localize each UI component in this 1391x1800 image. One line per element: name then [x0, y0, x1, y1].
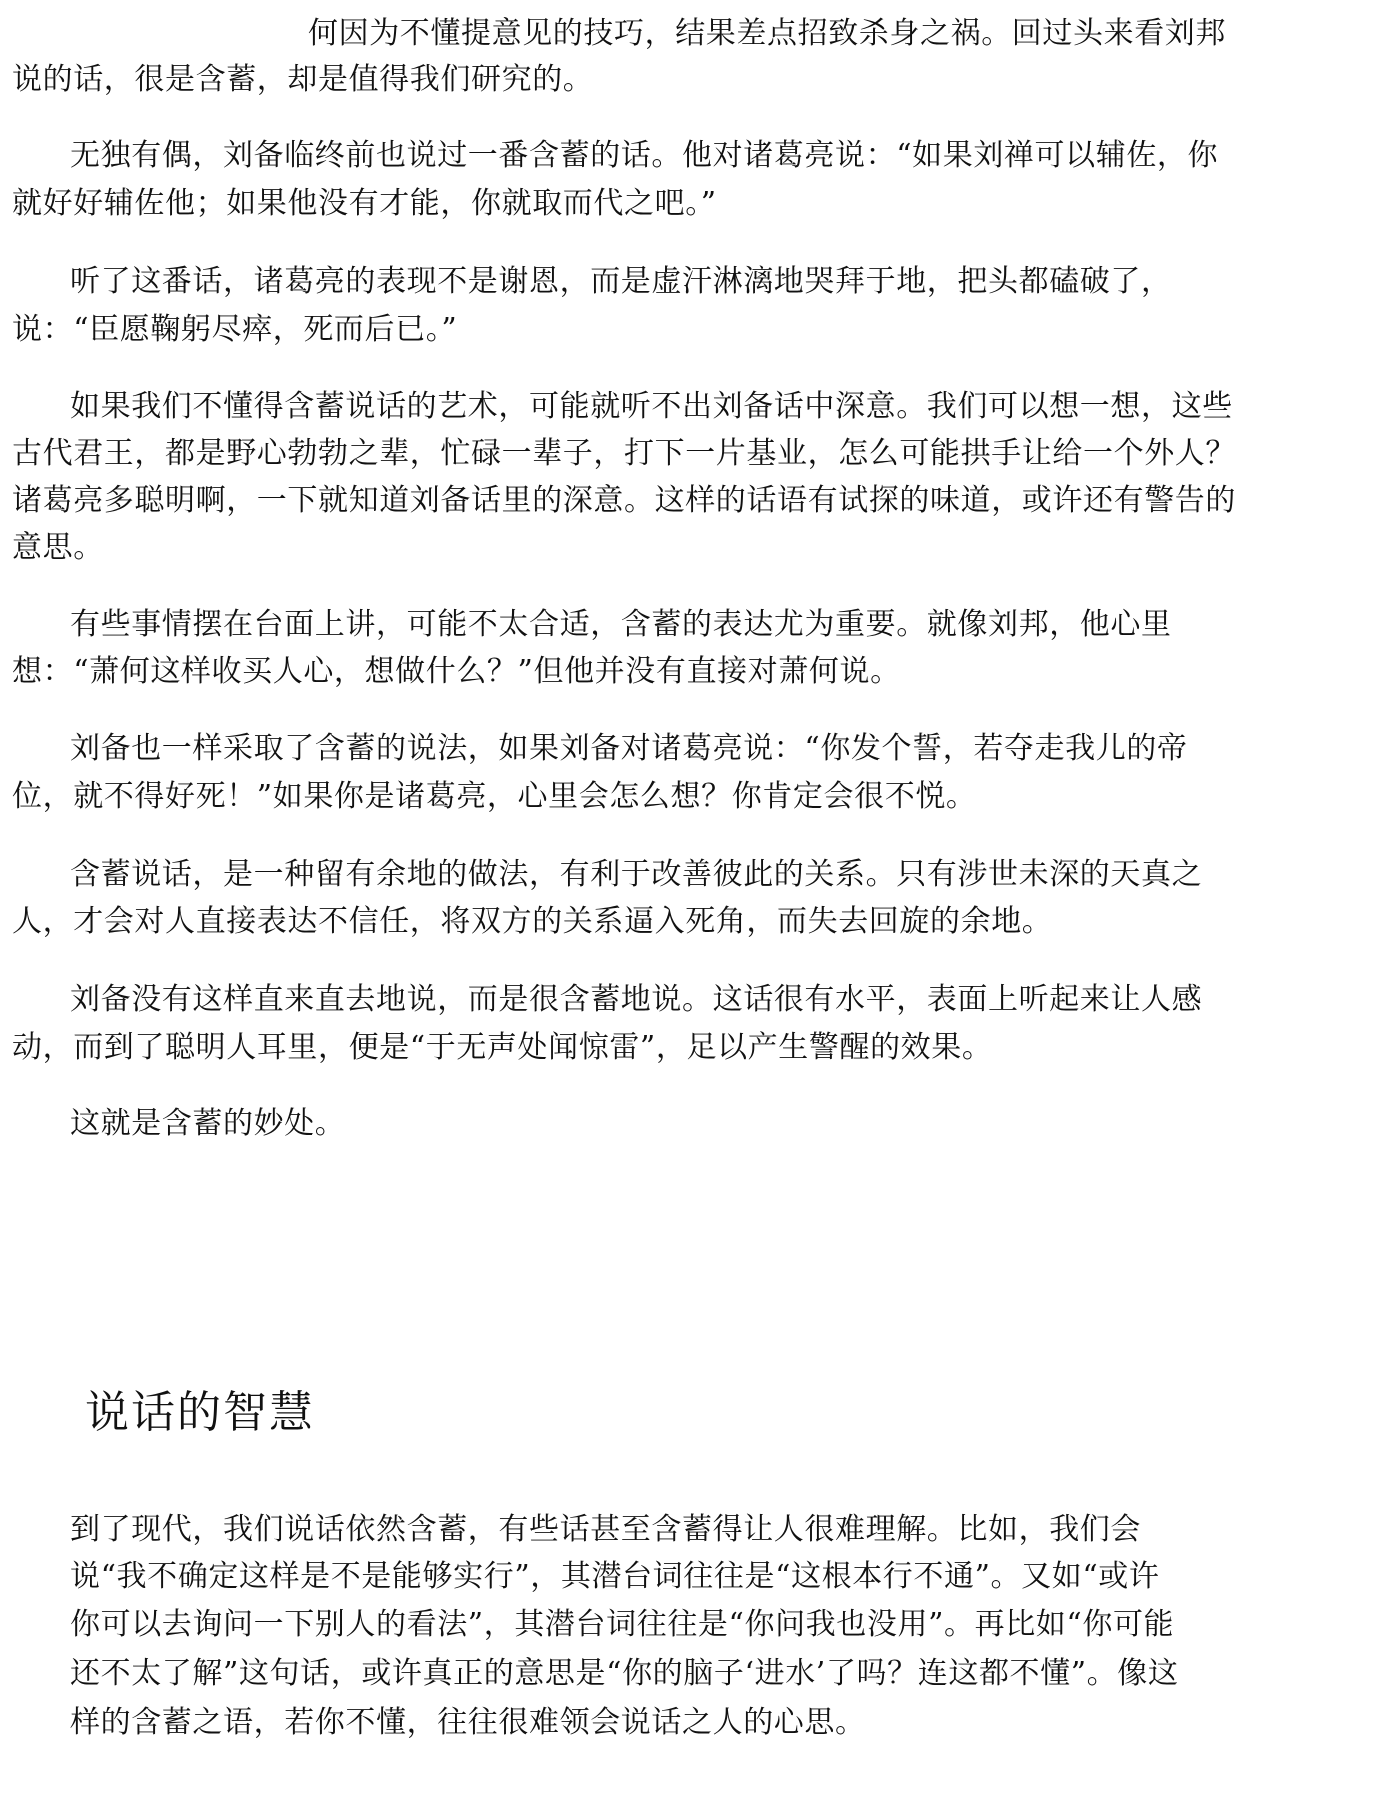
text-line: 何因为不懂提意见的技巧，结果差点招致杀身之祸。回过头来看刘邦: [308, 16, 1226, 51]
text-line: 想：“萧何这样收买人心，想做什么？”但他并没有直接对萧何说。: [12, 654, 901, 689]
text-line: 人，才会对人直接表达不信任，将双方的关系逼入死角，而失去回旋的余地。: [12, 904, 1053, 939]
text-line: 位，就不得好死！”如果你是诸葛亮，心里会怎么想？你肯定会很不悦。: [12, 779, 977, 814]
text-line: 有些事情摆在台面上讲，可能不太合适，含蓄的表达尤为重要。就像刘邦，他心里: [70, 607, 1172, 642]
text-line: 就好好辅佐他；如果他没有才能，你就取而代之吧。”: [12, 186, 717, 221]
text-line: 古代君王，都是野心勃勃之辈，忙碌一辈子，打下一片基业，怎么可能拱手让给一个外人？: [12, 436, 1236, 471]
section-heading: 说话的智慧: [85, 1387, 315, 1438]
text-line: 听了这番话，诸葛亮的表现不是谢恩，而是虚汗淋漓地哭拜于地，把头都磕破了，: [70, 264, 1172, 299]
text-line: 含蓄说话，是一种留有余地的做法，有利于改善彼此的关系。只有涉世未深的天真之: [70, 857, 1203, 892]
text-line: 到了现代，我们说话依然含蓄，有些话甚至含蓄得让人很难理解。比如，我们会: [70, 1512, 1141, 1547]
text-line: 刘备也一样采取了含蓄的说法，如果刘备对诸葛亮说：“你发个誓，若夺走我儿的帝: [70, 731, 1188, 766]
text-line: 如果我们不懂得含蓄说话的艺术，可能就听不出刘备话中深意。我们可以想一想，这些: [70, 389, 1233, 424]
text-line: 这就是含蓄的妙处。: [70, 1106, 346, 1141]
text-line: 无独有偶，刘备临终前也说过一番含蓄的话。他对诸葛亮说：“如果刘禅可以辅佐，你: [70, 138, 1219, 173]
text-line: 动，而到了聪明人耳里，便是“于无声处闻惊雷”，足以产生警醒的效果。: [12, 1030, 993, 1065]
text-line: 还不太了解”这句话，或许真正的意思是“你的脑子‘进水’了吗？连这都不懂”。像这: [70, 1656, 1179, 1691]
text-line: 样的含蓄之语，若你不懂，往往很难领会说话之人的心思。: [70, 1705, 866, 1740]
text-line: 说的话，很是含蓄，却是值得我们研究的。: [12, 62, 594, 97]
text-line: 诸葛亮多聪明啊，一下就知道刘备话里的深意。这样的话语有试探的味道，或许还有警告的: [12, 483, 1236, 518]
text-line: 说“我不确定这样是不是能够实行”，其潜台词往往是“这根本行不通”。又如“或许: [70, 1559, 1160, 1594]
text-line: 说：“臣愿鞠躬尽瘁，死而后已。”: [12, 312, 458, 347]
text-line: 意思。: [12, 530, 104, 565]
text-line: 刘备没有这样直来直去地说，而是很含蓄地说。这话很有水平，表面上听起来让人感: [70, 982, 1203, 1017]
text-line: 你可以去询问一下别人的看法”，其潜台词往往是“你问我也没用”。再比如“你可能: [70, 1607, 1175, 1642]
